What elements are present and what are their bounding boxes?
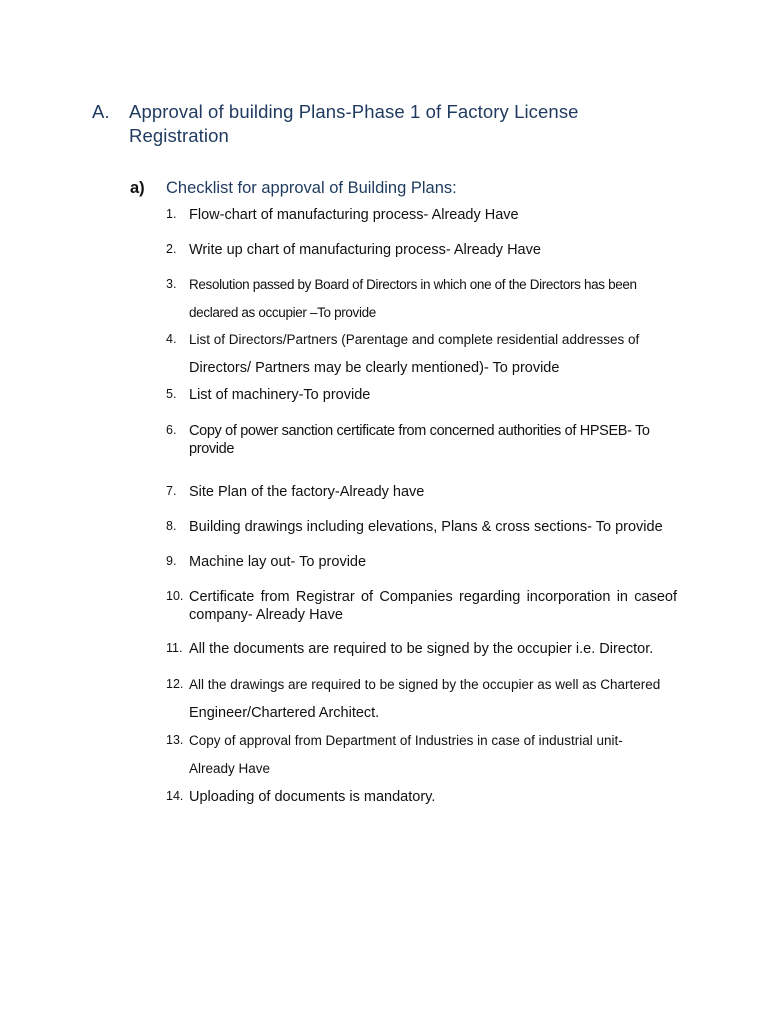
list-item-number: 11. — [166, 641, 183, 655]
list-item-number: 10. — [166, 589, 184, 603]
list-item — [166, 331, 694, 382]
list-item — [166, 483, 694, 501]
list-item-text: Uploading of documents is mandatory. — [189, 789, 436, 805]
list-item-text: Building drawings including elevations, Plans & cross sections- To provide — [189, 519, 663, 535]
list-item-text: Certificate from Registrar of Companies regarding incorporation in caseof company- Already Have — [189, 589, 677, 623]
section-heading — [92, 100, 652, 148]
list-item-line: declared as occupier –To provide — [189, 305, 376, 320]
list-item — [166, 640, 694, 658]
list-item — [166, 241, 694, 259]
list-item-number: 1. — [166, 207, 177, 221]
list-item-number: 7. — [166, 484, 177, 498]
list-item-text: Machine lay out- To provide — [189, 554, 367, 570]
checklist-marker: a) — [130, 179, 145, 197]
list-item — [166, 553, 694, 571]
list-item-number: 8. — [166, 519, 177, 533]
list-item-text: Copy of power sanction certificate from concerned authorities of HPSEB- To provide — [189, 423, 650, 457]
list-item — [166, 588, 694, 624]
list-item-text: Site Plan of the factory-Already have — [189, 484, 425, 500]
list-item-line: Already Have — [189, 761, 271, 776]
list-item-line: All the drawings are required to be signed by the occupier as well as Chartered — [189, 677, 661, 692]
checklist-heading — [130, 177, 457, 199]
list-item — [166, 518, 694, 536]
list-item-text — [189, 326, 694, 382]
list-item-number: 2. — [166, 242, 177, 256]
list-item-text — [189, 727, 677, 783]
list-item-line: Resolution passed by Board of Directors in which one of the Directors has been — [189, 277, 637, 292]
list-item — [166, 676, 694, 727]
list-item-number: 14. — [166, 789, 184, 803]
section-marker: A. — [92, 101, 110, 122]
list-item-text — [189, 671, 694, 727]
list-item-text: List of machinery-To provide — [189, 387, 371, 403]
list-item-text — [189, 271, 694, 327]
list-item-number: 5. — [166, 387, 177, 401]
list-item-number: 4. — [166, 332, 177, 346]
list-item-number: 12. — [166, 677, 184, 691]
list-item — [166, 206, 694, 224]
list-item-text: Flow-chart of manufacturing process- Already Have — [189, 207, 519, 223]
list-item-number: 6. — [166, 423, 177, 437]
list-item-text: Write up chart of manufacturing process- Already Have — [189, 242, 541, 258]
list-item-number: 3. — [166, 277, 177, 291]
list-item-number: 13. — [166, 733, 184, 747]
list-item-line: Copy of approval from Department of Industries in case of industrial unit- — [189, 733, 623, 748]
checklist-title: Checklist for approval of Building Plans: — [166, 179, 457, 197]
section-title: Approval of building Plans-Phase 1 of Factory License Registration — [129, 101, 579, 146]
list-item-number: 9. — [166, 554, 177, 568]
list-item-line: List of Directors/Partners (Parentage and complete residential addresses of — [189, 332, 640, 347]
list-item — [166, 422, 694, 458]
list-item — [166, 732, 694, 783]
list-item-line: Directors/ Partners may be clearly mentioned)- To provide — [189, 360, 560, 376]
list-item — [166, 788, 694, 806]
list-item-line: Engineer/Chartered Architect. — [189, 705, 380, 721]
list-item — [166, 386, 694, 404]
list-item-text: All the documents are required to be signed by the occupier i.e. Director. — [189, 641, 654, 657]
list-item — [166, 276, 694, 327]
